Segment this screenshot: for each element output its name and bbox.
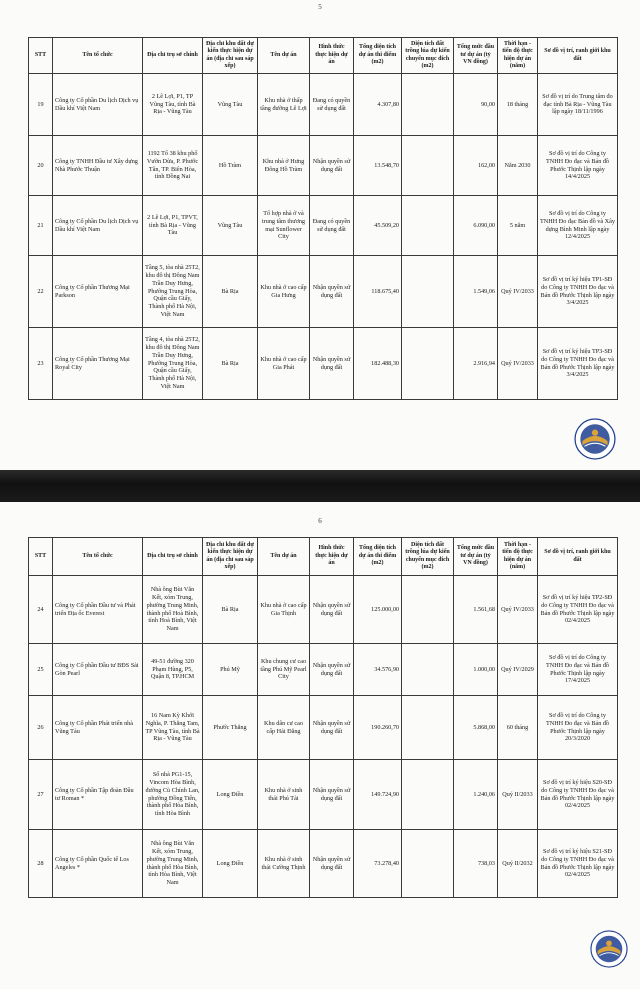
table-row — [29, 830, 618, 898]
project-table-page-5 — [28, 37, 618, 400]
cell-org: Công ty Cổ phần Du lịch Dịch vụ Dầu khí Việt Nam — [53, 196, 143, 256]
cell-form: Nhận quyền sử dụng đất — [310, 136, 354, 196]
cell-address: Số nhà PG1-15, Vincom Hòa Bình, đường Cù Chính Lan, phường Đồng Tiến, thành phố Hòa Bình, tỉnh Hòa Bình — [143, 760, 203, 830]
cell-org: Công ty Cổ phần Phát triển nhà Vũng Tàu — [53, 696, 143, 760]
cell-rice-area — [402, 256, 454, 328]
cell-map: Sơ đồ vị trí do Công ty TNHH Đo đạc và Bản đồ Phước Thịnh lập ngày 14/4/2025 — [538, 136, 618, 196]
cell-total-area: 182.488,30 — [354, 328, 402, 400]
cell-land-location: Long Điền — [203, 830, 258, 898]
page-number: 5 — [318, 3, 322, 11]
official-seal-stamp — [590, 930, 628, 968]
cell-stt: 25 — [29, 644, 53, 696]
cell-investment: 6.090,00 — [454, 196, 498, 256]
cell-project: Khu nhà ở sinh thái Phú Tài — [258, 760, 310, 830]
table-row — [29, 196, 618, 256]
cell-form: Nhận quyền sử dụng đất — [310, 760, 354, 830]
cell-map: Sơ đồ vị trí ký hiệu S21-SĐ do Công ty TNHH Đo đạc và Bản đồ Phước Thịnh lập ngày 02/4/2025 — [538, 830, 618, 898]
header-map: Sơ đồ vị trí, ranh giới khu đất — [538, 38, 618, 74]
cell-org: Công ty Cổ phần Tập đoàn Đầu tư Roman * — [53, 760, 143, 830]
cell-progress: 5 năm — [498, 196, 538, 256]
cell-rice-area — [402, 644, 454, 696]
cell-total-area: 190.260,70 — [354, 696, 402, 760]
cell-investment: 162,00 — [454, 136, 498, 196]
header-progress: Thời hạn - tiến độ thực hiện dự án (năm) — [498, 538, 538, 576]
cell-land-location: Long Điền — [203, 760, 258, 830]
cell-address: Tầng 4, tòa nhà 25T2, khu đô thị Đông Nam Trần Duy Hưng, Phường Trung Hòa, Quận cầu Giấy, Thành phố Hà Nội, Việt Nam — [143, 328, 203, 400]
header-total-area: Tổng diện tích dự án thi điểm (m2) — [354, 38, 402, 74]
cell-investment: 1.549,06 — [454, 256, 498, 328]
cell-investment: 2.916,94 — [454, 328, 498, 400]
cell-form: Nhận quyền sử dụng đất — [310, 644, 354, 696]
table-header-row — [29, 38, 618, 74]
cell-project: Tổ hợp nhà ở và trung tâm thương mại Sunflower City — [258, 196, 310, 256]
cell-org: Công ty Cổ phần Thương Mại Parkson — [53, 256, 143, 328]
table-row — [29, 328, 618, 400]
cell-rice-area — [402, 760, 454, 830]
table-header-row — [29, 538, 618, 576]
cell-total-area: 149.724,90 — [354, 760, 402, 830]
cell-rice-area — [402, 74, 454, 136]
cell-total-area: 118.675,40 — [354, 256, 402, 328]
header-org: Tên tổ chức — [53, 538, 143, 576]
header-address: Địa chỉ trụ sở chính — [143, 38, 203, 74]
page-divider — [0, 470, 640, 502]
cell-progress: 60 tháng — [498, 696, 538, 760]
cell-address: 2 Lê Lợi, P1, TPVT, tỉnh Bà Rịa - Vũng Tàu — [143, 196, 203, 256]
cell-form: Nhận quyền sử dụng đất — [310, 256, 354, 328]
header-form: Hình thức thực hiện dự án — [310, 38, 354, 74]
cell-progress: Quý IV/2033 — [498, 256, 538, 328]
header-investment: Tổng mức đầu tư dự án (tỷ VN đồng) — [454, 38, 498, 74]
cell-total-area: 4.307,80 — [354, 74, 402, 136]
cell-investment: 90,00 — [454, 74, 498, 136]
header-investment: Tổng mức đầu tư dự án (tỷ VN đồng) — [454, 538, 498, 576]
cell-stt: 19 — [29, 74, 53, 136]
cell-rice-area — [402, 328, 454, 400]
cell-stt: 26 — [29, 696, 53, 760]
page-number: 6 — [318, 517, 322, 525]
cell-stt: 28 — [29, 830, 53, 898]
cell-project: Khu nhà ở cao cấp Gia Thịnh — [258, 576, 310, 644]
cell-address: Nhà ông Bùi Văn Kết, xóm Trung, phường Trung Minh, thành phố Hòa Bình, tỉnh Hòa Bình, Việt Nam — [143, 830, 203, 898]
cell-total-area: 45.509,20 — [354, 196, 402, 256]
cell-address: 16 Nam Kỳ Khởi Nghĩa, P. Thắng Tam, TP Vũng Tàu, tỉnh Bà Rịa - Vũng Tàu — [143, 696, 203, 760]
cell-total-area: 73.278,40 — [354, 830, 402, 898]
cell-project: Khu nhà ở cao cấp Gia Phát — [258, 328, 310, 400]
cell-land-location: Bà Rịa — [203, 328, 258, 400]
cell-form: Đang có quyền sử dụng đất — [310, 196, 354, 256]
cell-total-area: 13.548,70 — [354, 136, 402, 196]
cell-address: 2 Lê Lợi, P1, TP Vũng Tàu, tỉnh Bà Rịa - Vũng Tàu — [143, 74, 203, 136]
cell-rice-area — [402, 696, 454, 760]
cell-form: Nhận quyền sử dụng đất — [310, 830, 354, 898]
cell-total-area: 125.000,00 — [354, 576, 402, 644]
cell-land-location: Phước Thắng — [203, 696, 258, 760]
header-address: Địa chỉ trụ sở chính — [143, 538, 203, 576]
table-row — [29, 136, 618, 196]
cell-land-location: Hồ Tràm — [203, 136, 258, 196]
cell-investment: 5.868,00 — [454, 696, 498, 760]
header-rice-area: Diện tích đất trồng lúa dự kiến chuyển mục đích (m2) — [402, 38, 454, 74]
cell-land-location: Vũng Tàu — [203, 196, 258, 256]
cell-org: Công ty Cổ phần Đầu tư và Phát triển Địa ốc Everest — [53, 576, 143, 644]
table-row — [29, 696, 618, 760]
project-table-page-6 — [28, 537, 618, 898]
cell-stt: 20 — [29, 136, 53, 196]
cell-progress: Năm 2030 — [498, 136, 538, 196]
cell-progress: Quý IV/2029 — [498, 644, 538, 696]
cell-form: Nhận quyền sử dụng đất — [310, 696, 354, 760]
cell-investment: 1.561,68 — [454, 576, 498, 644]
cell-map: Sơ đồ vị trí do Công ty TNHH Đo đạc và Bản đồ Phước Thịnh lập ngày 17/4/2025 — [538, 644, 618, 696]
cell-stt: 24 — [29, 576, 53, 644]
cell-rice-area — [402, 196, 454, 256]
cell-investment: 738,03 — [454, 830, 498, 898]
cell-progress: 18 tháng — [498, 74, 538, 136]
cell-map: Sơ đồ vị trí ký hiệu TP1-SĐ do Công ty TNHH Đo đạc và Bản đồ Phước Thịnh lập ngày 3/4/2025 — [538, 256, 618, 328]
header-rice-area: Diện tích đất trồng lúa dự kiến chuyển mục đích (m2) — [402, 538, 454, 576]
cell-map: Sơ đồ vị trí ký hiệu TP3-SĐ do Công ty TNHH Đo đạc và Bản đồ Phước Thịnh lập ngày 3/4/2025 — [538, 328, 618, 400]
header-project: Tên dự án — [258, 538, 310, 576]
header-stt: STT — [29, 38, 53, 74]
header-total-area: Tổng diện tích dự án thi điểm (m2) — [354, 538, 402, 576]
cell-org: Công ty TNHH Đầu tư Xây dựng Nhà Phước Thuận — [53, 136, 143, 196]
cell-form: Nhận quyền sử dụng đất — [310, 576, 354, 644]
cell-project: Khu dân cư cao cấp Hải Đăng — [258, 696, 310, 760]
cell-project: Khu chung cư cao tầng Phú Mỹ Pearl City — [258, 644, 310, 696]
cell-form: Đang có quyền sử dụng đất — [310, 74, 354, 136]
table-row — [29, 644, 618, 696]
header-land-location: Địa chỉ khu đất dự kiến thực hiện dự án (địa chỉ sau sáp xếp) — [203, 38, 258, 74]
header-stt: STT — [29, 538, 53, 576]
cell-address: Tầng 5, tòa nhà 25T2, khu đô thị Đông Nam Trần Duy Hưng, Phường Trung Hòa, Quận cầu Giấy, Thành phố Hà Nội, Việt Nam — [143, 256, 203, 328]
cell-address: Nhà ông Bùi Văn Kết, xóm Trung, phường Trung Minh, thành phố Hoà Bình, tỉnh Hoà Bình, Việt Nam — [143, 576, 203, 644]
cell-stt: 21 — [29, 196, 53, 256]
cell-rice-area — [402, 576, 454, 644]
cell-progress: Quý II/2033 — [498, 760, 538, 830]
cell-map: Sơ đồ vị trí do Trung tâm đo đạc tỉnh Bà Rịa - Vũng Tàu lập ngày 18/11/1996 — [538, 74, 618, 136]
cell-project: Khu nhà ở thấp tầng đường Lê Lợi — [258, 74, 310, 136]
table-row — [29, 576, 618, 644]
header-project: Tên dự án — [258, 38, 310, 74]
cell-map: Sơ đồ vị trí do Công ty TNHH Đo đạc Bản đồ và Xây dựng Bình Minh lập ngày 12/4/2025 — [538, 196, 618, 256]
cell-stt: 27 — [29, 760, 53, 830]
cell-address: 49-51 đường 320 Phạm Hùng, P5, Quận 8, TP.HCM — [143, 644, 203, 696]
cell-org: Công ty Cổ phần Thương Mại Royal City — [53, 328, 143, 400]
document-page-5 — [0, 0, 640, 470]
cell-investment: 1.240,06 — [454, 760, 498, 830]
cell-map: Sơ đồ vị trí ký hiệu S20-SĐ do Công ty TNHH Đo đạc và Bản đồ Phước Thịnh lập ngày 02/4/2025 — [538, 760, 618, 830]
cell-land-location: Vũng Tàu — [203, 74, 258, 136]
cell-land-location: Bà Rịa — [203, 256, 258, 328]
cell-progress: Quý IV/2033 — [498, 576, 538, 644]
cell-form: Nhận quyền sử dụng đất — [310, 328, 354, 400]
table-row — [29, 74, 618, 136]
cell-address: 1192 Tổ 38 khu phố Vườn Dừa, P. Phước Tân, TP. Biên Hòa, tỉnh Đồng Nai — [143, 136, 203, 196]
header-org: Tên tổ chức — [53, 38, 143, 74]
header-map: Sơ đồ vị trí, ranh giới khu đất — [538, 538, 618, 576]
cell-stt: 22 — [29, 256, 53, 328]
cell-progress: Quý II/2032 — [498, 830, 538, 898]
cell-project: Khu nhà ở sinh thái Cường Thịnh — [258, 830, 310, 898]
cell-org: Công ty Cổ phần Đầu tư BĐS Sài Gòn Pearl — [53, 644, 143, 696]
cell-progress: Quý IV/2033 — [498, 328, 538, 400]
table-row — [29, 760, 618, 830]
cell-org: Công ty Cổ phần Du lịch Dịch vụ Dầu khí Việt Nam — [53, 74, 143, 136]
cell-investment: 1.000,00 — [454, 644, 498, 696]
cell-project: Khu nhà ở Hưng Đông Hồ Tràm — [258, 136, 310, 196]
cell-land-location: Phú Mỹ — [203, 644, 258, 696]
cell-total-area: 34.576,90 — [354, 644, 402, 696]
table-row — [29, 256, 618, 328]
cell-org: Công ty Cổ phần Quốc tế Los Angeles * — [53, 830, 143, 898]
header-progress: Thời hạn - tiến độ thực hiện dự án (năm) — [498, 38, 538, 74]
cell-rice-area — [402, 136, 454, 196]
cell-project: Khu nhà ở cao cấp Gia Hưng — [258, 256, 310, 328]
cell-map: Sơ đồ vị trí ký hiệu TP2-SĐ do Công ty TNHH Đo đạc và Bản đồ Phước Thịnh lập ngày 02/4/2025 — [538, 576, 618, 644]
official-seal-stamp — [574, 418, 616, 460]
cell-map: Sơ đồ vị trí do Công ty TNHH Đo đạc và Bản đồ Phước Thịnh lập ngày 20/3/2020 — [538, 696, 618, 760]
header-land-location: Địa chỉ khu đất dự kiến thực hiện dự án (địa chỉ sau sáp xếp) — [203, 538, 258, 576]
cell-stt: 23 — [29, 328, 53, 400]
cell-rice-area — [402, 830, 454, 898]
header-form: Hình thức thực hiện dự án — [310, 538, 354, 576]
cell-land-location: Bà Rịa — [203, 576, 258, 644]
